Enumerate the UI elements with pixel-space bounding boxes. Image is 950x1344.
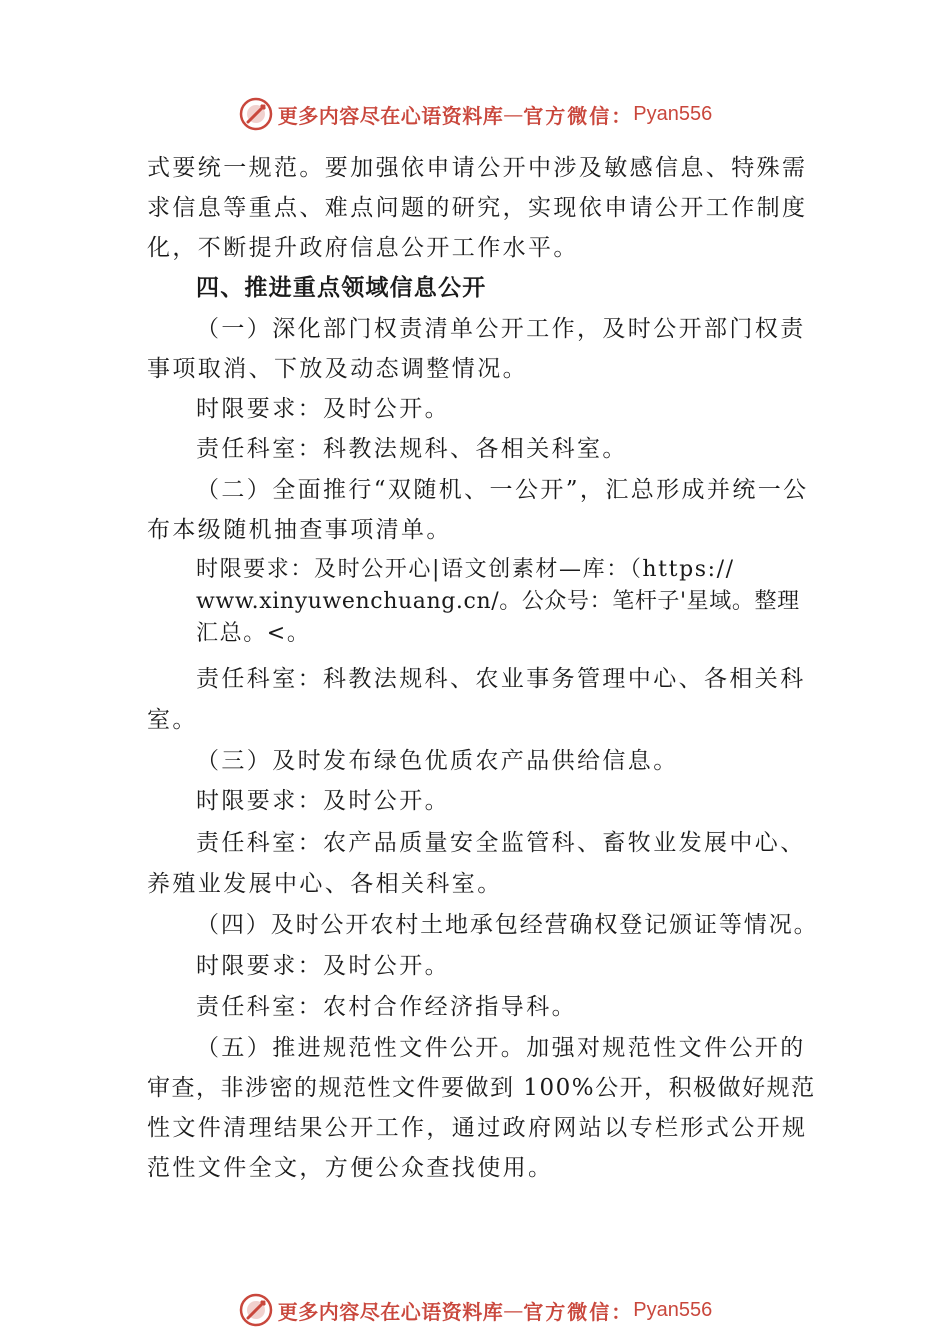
body-line: 求信息等重点、难点问题的研究，实现依申请公开工作制度 — [147, 195, 808, 221]
body-line: （三）及时发布绿色优质农产品供给信息。 — [196, 748, 679, 774]
body-line: 责任科室：农产品质量安全监管科、畜牧业发展中心、 — [196, 830, 806, 856]
body-line: 责任科室：农村合作经济指导科。 — [196, 994, 577, 1020]
watermark-banner-bottom — [0, 1290, 950, 1330]
body-line: 时限要求：及时公开。 — [196, 953, 450, 979]
body-line: 布本级随机抽查事项清单。 — [147, 517, 452, 543]
body-line: （二）全面推行“双随机、一公开”，汇总形成并统一公 — [196, 477, 809, 503]
library-logo-icon — [238, 1292, 274, 1328]
watermark-wechat-label: 官方微信： — [523, 103, 634, 128]
body-line: （一）深化部门权责清单公开工作，及时公开部门权责 — [196, 316, 806, 342]
library-logo-icon — [238, 96, 274, 132]
watermark-library-text: 更多内容尽在心语资料库 — [277, 1299, 504, 1324]
watermark-banner-top — [0, 94, 950, 134]
body-line: 式要统一规范。要加强依申请公开中涉及敏感信息、特殊需 — [147, 155, 808, 181]
body-line: 时限要求：及时公开。 — [196, 788, 450, 814]
watermark-wechat-label: 官方微信： — [523, 1299, 634, 1324]
body-line: 化，不断提升政府信息公开工作水平。 — [147, 235, 579, 261]
section-heading: 四、推进重点领域信息公开 — [196, 275, 487, 301]
body-line: 事项取消、下放及动态调整情况。 — [147, 356, 528, 382]
watermark-wechat-id: Pyan556 — [633, 102, 713, 125]
watermark-library-text: 更多内容尽在心语资料库 — [277, 103, 504, 128]
body-line: 范性文件全文，方便公众查找使用。 — [147, 1155, 554, 1181]
body-line: 时限要求：及时公开心|语文创素材—库：（https:// — [196, 557, 735, 582]
body-line: 养殖业发展中心、各相关科室。 — [147, 871, 503, 897]
body-line: （四）及时公开农村土地承包经营确权登记颁证等情况。 — [196, 912, 819, 938]
watermark-dash: — — [503, 1298, 524, 1322]
body-line: 责任科室：科教法规科、各相关科室。 — [196, 436, 628, 462]
body-line: 审查，非涉密的规范性文件要做到 100%公开，积极做好规范 — [147, 1075, 816, 1101]
watermark-wechat-id: Pyan556 — [633, 1298, 713, 1321]
body-line: 性文件清理结果公开工作，通过政府网站以专栏形式公开规 — [147, 1115, 808, 1141]
body-line: 责任科室：科教法规科、农业事务管理中心、各相关科 — [196, 666, 806, 692]
body-line: 时限要求：及时公开。 — [196, 396, 450, 422]
body-line: （五）推进规范性文件公开。加强对规范性文件公开的 — [196, 1035, 806, 1061]
body-line: 汇总。<。 — [196, 621, 311, 646]
body-line: 室。 — [147, 707, 198, 733]
body-line: www.xinyuwenchuang.cn/。公众号：笔杆子'星域。整理 — [196, 589, 800, 614]
watermark-dash: — — [503, 102, 524, 126]
